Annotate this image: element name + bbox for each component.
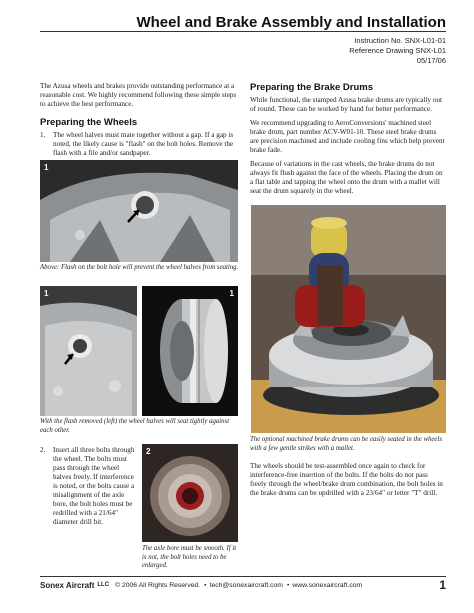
photo-step-badge: 1: [44, 163, 49, 172]
photo-wheel-halves-seated: [142, 286, 238, 416]
flash-removed-image: [40, 286, 137, 416]
step-1-text: The wheel halves must mate together without a gap. If a gap is noted, the likely cause is "flash" on the bolt holes. Remove the flash with a file and/or sandpaper.: [53, 131, 234, 157]
photo-step-badge: 1: [229, 289, 234, 298]
right-column: [250, 82, 446, 201]
footer-email[interactable]: tech@sonexaircraft.com: [209, 581, 283, 589]
drums-paragraph-3: Because of variations in the cast wheels, the brake drums do not always fit flush against the face of the wheels. Placing the drum on a flat table and tapping the wheel onto the drum with a mallet will seat the drum squarely in the wheel.: [250, 160, 443, 195]
photo-flash-removed: [40, 286, 137, 416]
document-date: 05/17/06: [416, 56, 446, 65]
bullet-icon: •: [286, 581, 290, 589]
footer-copyright: © 2006 All Rights Reserved.: [115, 581, 201, 589]
section-heading-drums: Preparing the Brake Drums: [250, 82, 374, 93]
reference-drawing: Reference Drawing SNX-L01: [349, 46, 446, 55]
page-number: 1: [439, 578, 446, 592]
photo-brake-drum-mallet: [251, 205, 446, 433]
brake-drum-image: [251, 205, 446, 433]
caption-flash: Above: Flash on the bolt hole will prevent the wheel halves from seating.: [40, 264, 239, 271]
wheel-halves-image: [142, 286, 238, 416]
intro-paragraph: The Azusa wheels and brakes provide outstanding performance at a reasonable cost. We highly recommend following these simple steps to achieve the best performance.: [40, 82, 237, 108]
photo-axle-bore: [142, 444, 238, 542]
photo-step-badge: 1: [44, 289, 49, 298]
header-divider: [40, 31, 446, 32]
photo-step-badge: 2: [146, 447, 151, 456]
left-column: [40, 82, 240, 158]
step-2: [40, 446, 136, 527]
section-heading-wheels: Preparing the Wheels: [40, 117, 138, 128]
axle-bore-image: [142, 444, 238, 542]
instruction-number: Instruction No. SNX-L01-01: [354, 36, 446, 45]
footer-brand: Sonex Aircraft: [40, 580, 95, 590]
drums-paragraph-2: We recommend upgrading to AeroConversions' machined steel brake drum, part number ACV-W01-10. These steel brake drums are precision machined and include cooling fins which help prevent brake fade.: [250, 119, 445, 154]
bullet-icon: •: [204, 581, 207, 589]
footer-divider: [40, 576, 446, 577]
footer-llc: LLC: [97, 582, 110, 588]
drums-paragraph-4: The wheels should be test-assembled once again to check for interference-free insertion of the bolts. If the bolts do not pass freely through the wheel/brake drum combination, the bolt holes in the brake drums can be updrilled with a 23/64" or letter "T" drill.: [250, 462, 443, 497]
step-2-number: 2.: [40, 446, 46, 454]
wheel-flash-image: [40, 160, 238, 262]
photo-wheel-flash: [40, 160, 238, 262]
step-1-number: 1.: [40, 131, 46, 139]
step-2-text: Insert all three bolts through the wheel. The bolts must pass through the wheel halves freely. If interference is noted, or the bolts cause a misalignment of the axle bore, the bolt holes must be redrilled with a 21/64" diameter drill bit.: [53, 446, 135, 526]
caption-flash-removed: With the flash removed (left) the wheel halves will seat tightly against each other.: [40, 418, 230, 434]
caption-brake-drum: The optional machined brake drums can be easily seated in the wheels with a few gentle strikes with a mallet.: [250, 436, 442, 452]
page-footer: [40, 579, 446, 591]
drums-paragraph-1: While functional, the stamped Azusa brake drums are typically out of round. These can be worked by hand for better performance.: [250, 96, 443, 113]
caption-axle-bore: The axle bore must be smooth. If it is not, the bolt holes need to be enlarged.: [142, 545, 237, 569]
page-title: Wheel and Brake Assembly and Installation: [136, 14, 446, 31]
step-1: [40, 131, 240, 158]
footer-website[interactable]: www.sonexaircraft.com: [292, 581, 363, 589]
